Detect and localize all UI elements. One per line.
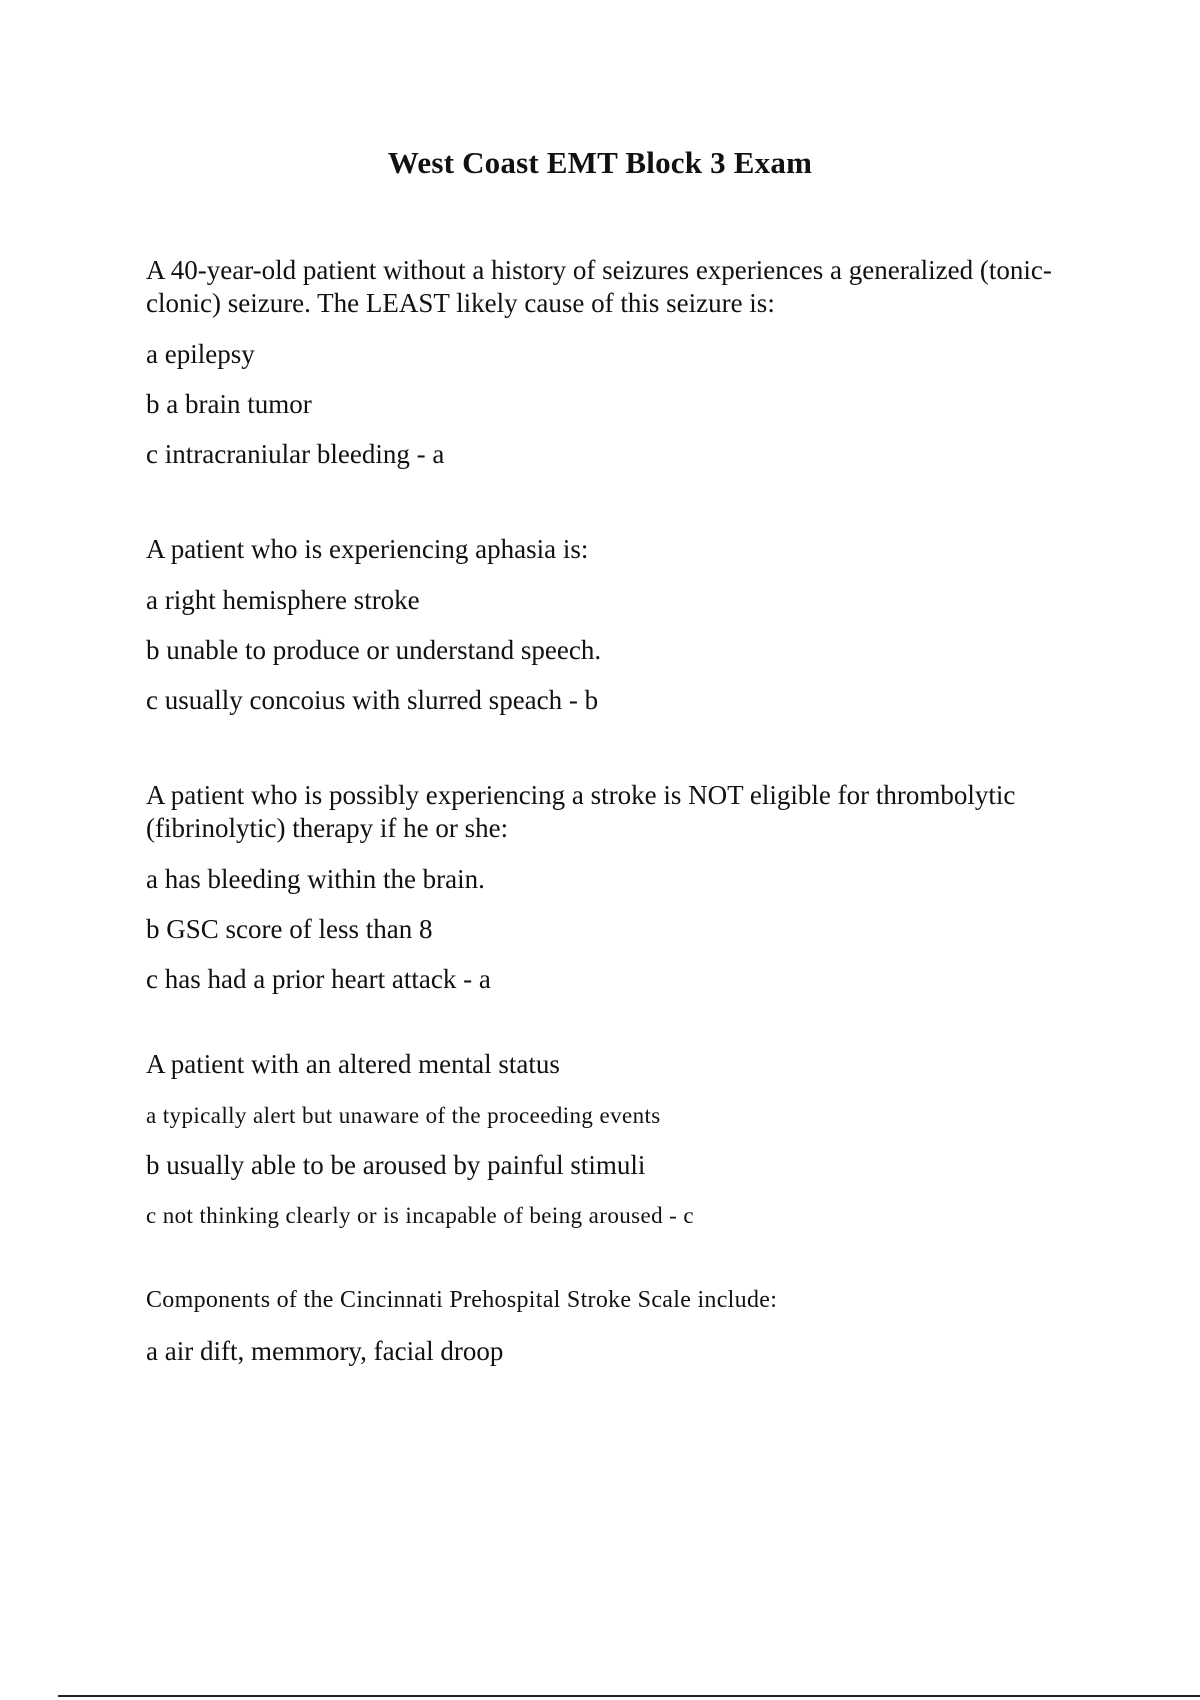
option-b: b a brain tumor xyxy=(146,389,312,419)
option-b: b unable to produce or understand speech. xyxy=(146,635,602,665)
question-5 xyxy=(146,1284,1086,1368)
question-text: A 40-year-old patient without a history of seizures experiences a generalized (tonic-clonic) seizure. The LEAST likely cause of this seizure is: xyxy=(146,255,1052,318)
option-c: c has had a prior heart attack - a xyxy=(146,964,491,994)
option-a: a epilepsy xyxy=(146,339,255,369)
question-text: A patient who is experiencing aphasia is: xyxy=(146,534,589,564)
option-c: c intracraniular bleeding - a xyxy=(146,439,445,469)
option-a: a air dift, memmory, facial droop xyxy=(146,1336,504,1366)
page-title: West Coast EMT Block 3 Exam xyxy=(387,145,813,180)
option-b: b usually able to be aroused by painful stimuli xyxy=(146,1150,646,1180)
option-b: b GSC score of less than 8 xyxy=(146,914,433,944)
question-4 xyxy=(146,1048,1086,1232)
question-3 xyxy=(146,779,1086,996)
option-c: c usually concoius with slurred speach - b xyxy=(146,685,599,715)
option-a: a typically alert but unaware of the proceeding events xyxy=(146,1103,661,1128)
footer-divider xyxy=(58,1695,1200,1697)
question-text: A patient with an altered mental status xyxy=(146,1049,560,1079)
option-c: c not thinking clearly or is incapable of being aroused - c xyxy=(146,1203,694,1228)
question-text: Components of the Cincinnati Prehospital Stroke Scale include: xyxy=(146,1287,778,1313)
question-list xyxy=(146,254,1086,1385)
option-a: a right hemisphere stroke xyxy=(146,585,420,615)
question-1 xyxy=(146,254,1086,471)
question-2 xyxy=(146,533,1086,717)
question-text: A patient who is possibly experiencing a stroke is NOT eligible for thrombolytic (fibrinolytic) therapy if he or she: xyxy=(146,780,1016,843)
option-a: a has bleeding within the brain. xyxy=(146,864,485,894)
